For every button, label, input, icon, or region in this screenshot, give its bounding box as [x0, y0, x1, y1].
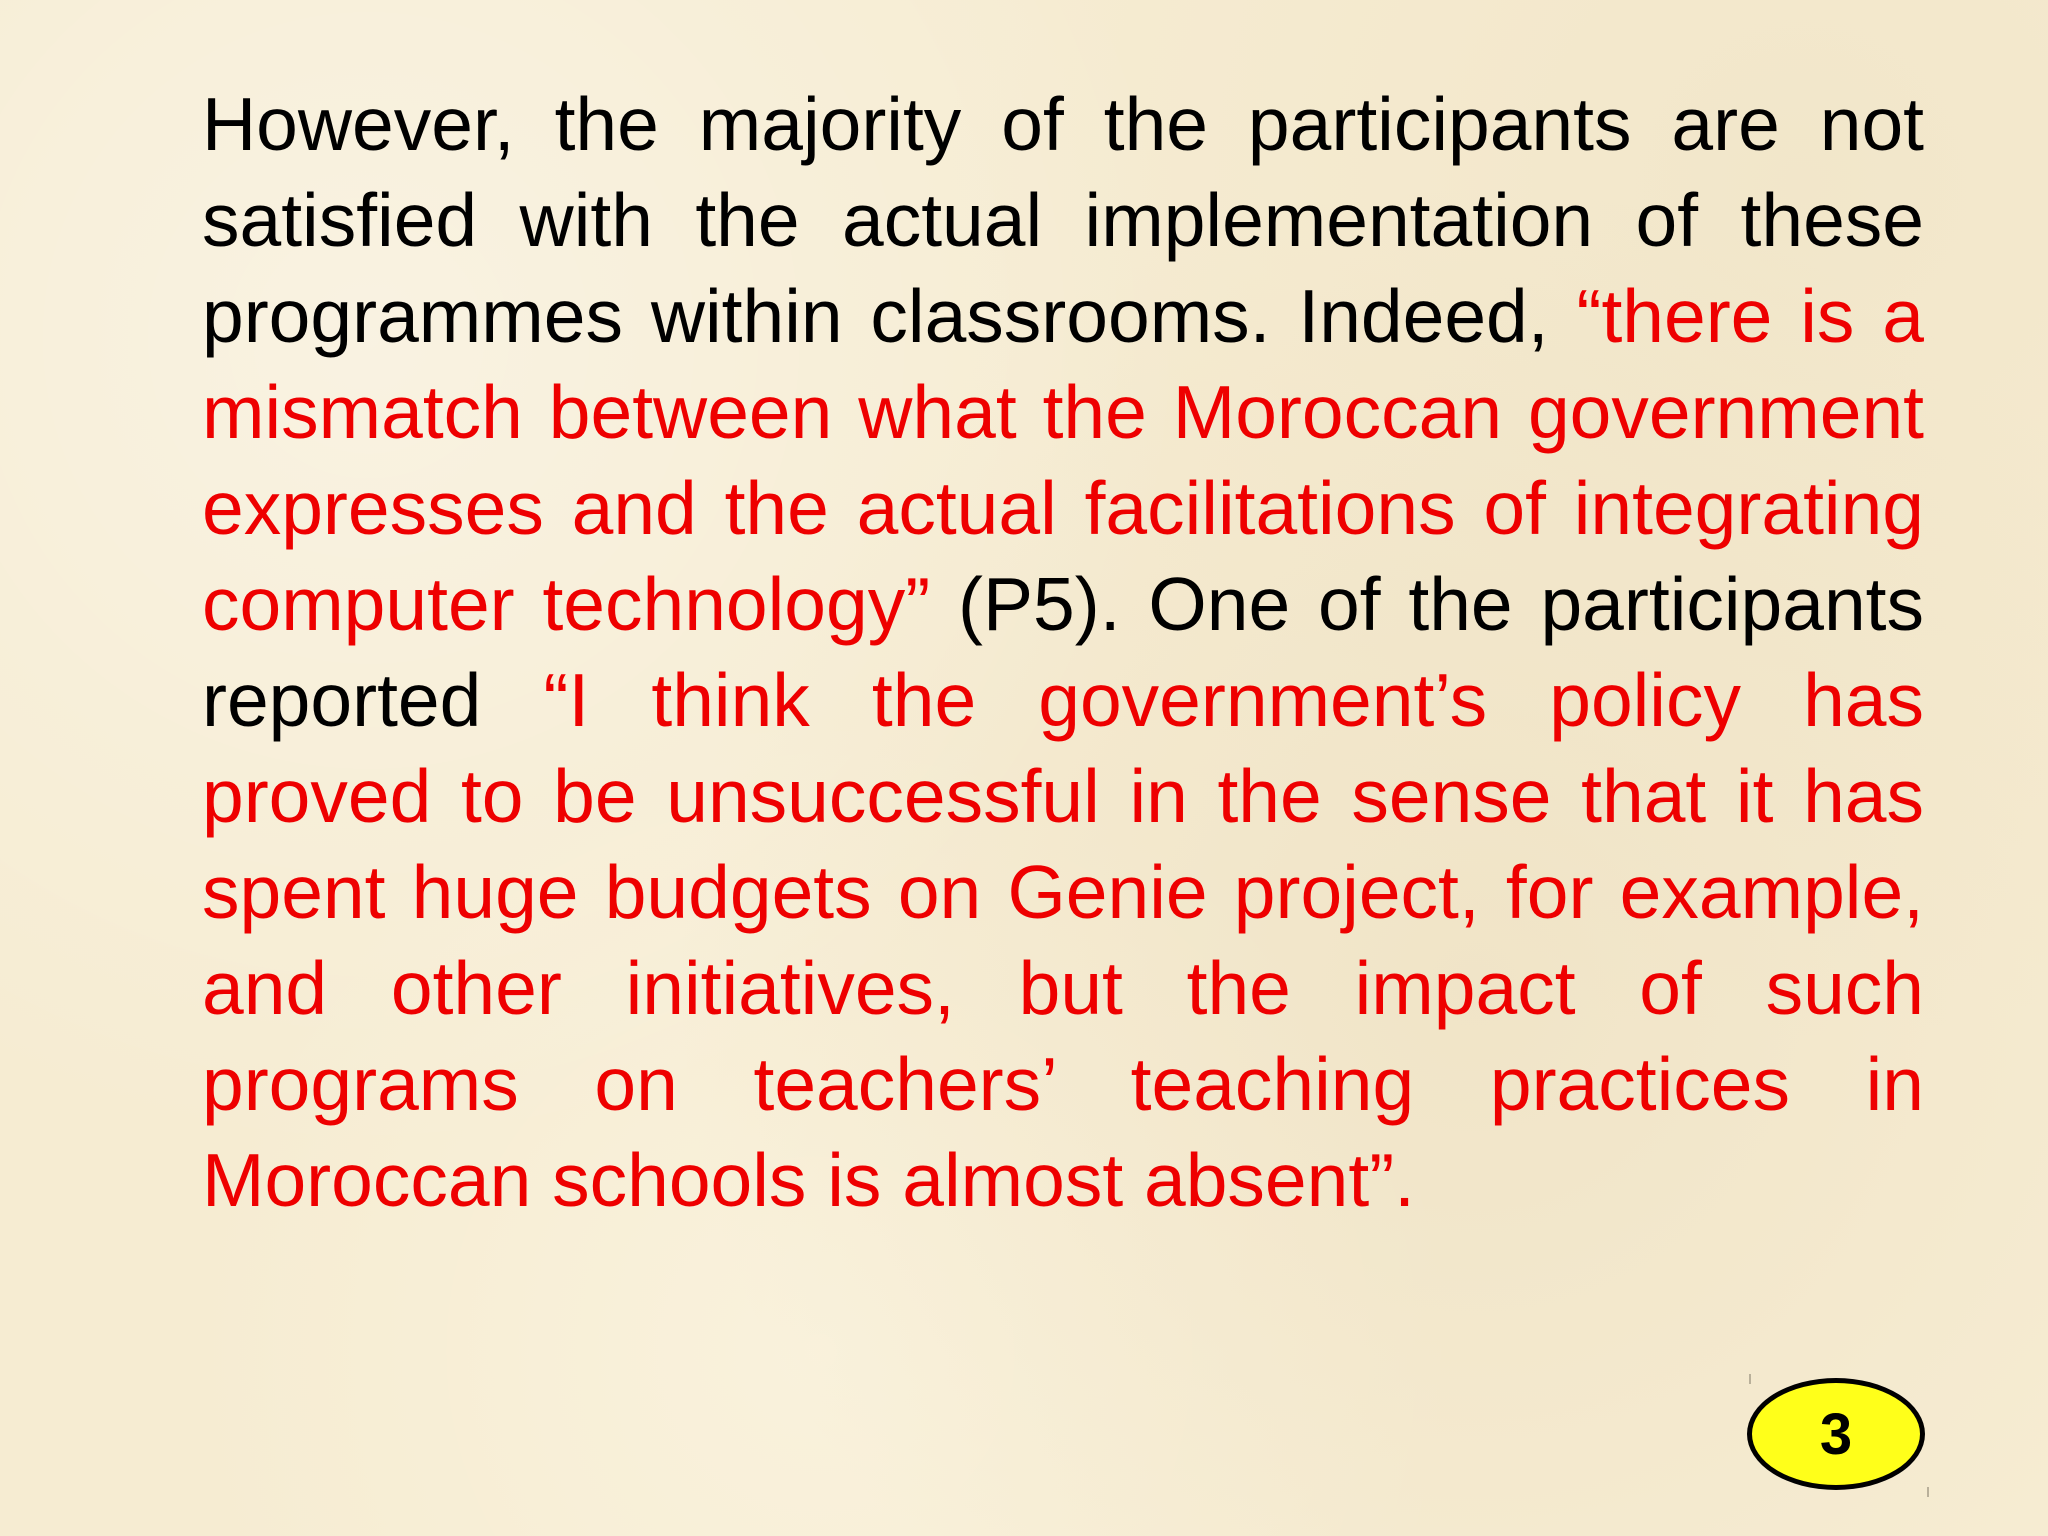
body-text-intro: However, the majority of the participants are not satisfied with the actual implementation of these programmes within classrooms. Indeed,: [202, 82, 1924, 358]
body-text-attribution: (P5). One of the participants reported: [202, 562, 1924, 742]
badge-corner-mark: [1749, 1374, 1751, 1384]
page-number-badge: [1747, 1378, 1925, 1490]
quote-p5: “there is a mismatch between what the Moroccan government expresses and the actual facilitations of integrating computer technology”: [202, 274, 1924, 646]
slide-body-text: [202, 76, 1924, 1228]
quote-participant: “I think the government’s policy has proved to be unsuccessful in the sense that it has spent huge budgets on Genie project, for example, and other initiatives, but the impact of such programs on teachers’ teaching practices in Moroccan schools is almost absent”.: [202, 658, 1924, 1222]
page-number: 3: [1819, 1401, 1853, 1467]
badge-corner-mark: [1927, 1487, 1929, 1497]
